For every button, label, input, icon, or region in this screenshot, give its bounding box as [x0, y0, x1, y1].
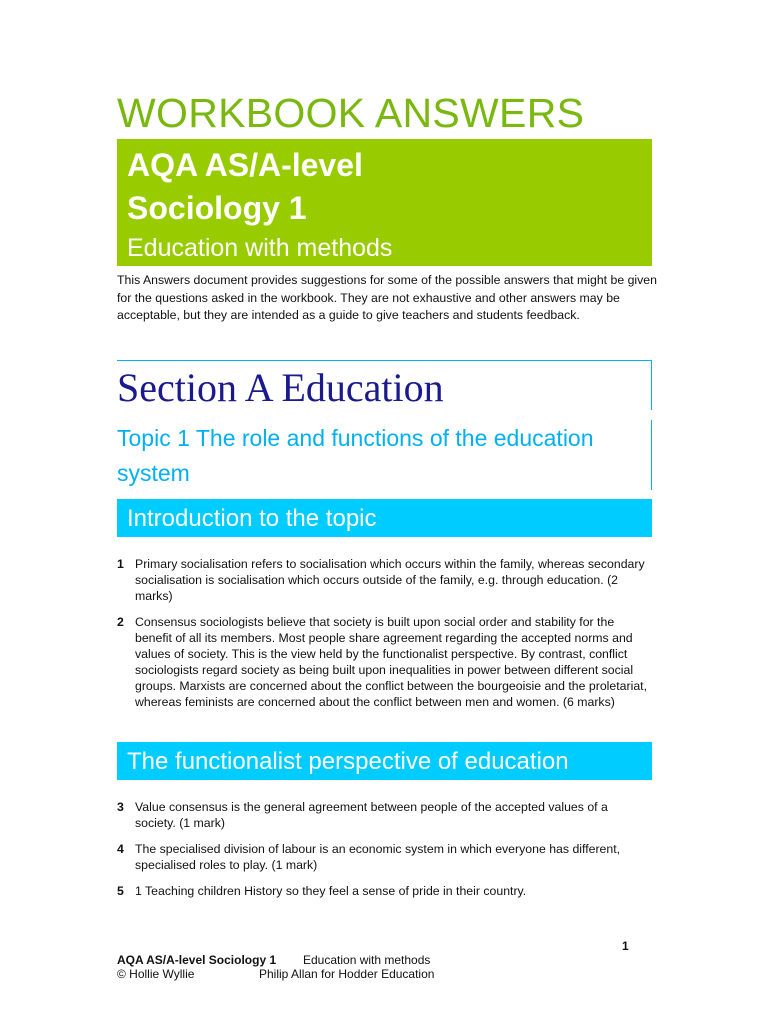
course-subtitle: Education with methods	[127, 234, 393, 262]
footer-row-credits	[117, 967, 652, 981]
answer-item	[117, 841, 652, 873]
course-title-banner	[117, 139, 652, 266]
topic-title: Topic 1 The role and functions of the education system	[117, 425, 594, 486]
footer-copyright: © Hollie Wyllie	[117, 967, 195, 981]
answer-item	[117, 883, 652, 899]
answer-number: 2	[117, 615, 124, 629]
page-number: 1	[622, 939, 629, 953]
section-divider	[117, 360, 652, 361]
subsection-heading-introduction	[117, 499, 652, 537]
answer-item	[117, 799, 652, 831]
subsection-heading-functionalist	[117, 742, 652, 780]
answer-text: Consensus sociologists believe that society is built upon social order and stability for the benefit of all its members. Most people share agreement regarding the accepted norms and values of society. This is the view held by the functionalist perspective. By contrast, conflict sociologists regard society as being built upon inequalities in power between different social groups. Marxists are concerned about the conflict between the bourgeoisie and the proletariat, whereas feminists are concerned about the conflict between men and women. (6 marks)	[135, 615, 647, 709]
intro-paragraph: This Answers document provides suggestions for some of the possible answers that might be given for the questions asked in the workbook. They are not exhaustive and other answers may be acceptable, but they are intended as a guide to give teachers and students feedback.	[117, 273, 657, 322]
footer-publisher: Philip Allan for Hodder Education	[259, 967, 435, 981]
answer-item	[117, 614, 652, 710]
footer-book-subtitle: Education with methods	[303, 953, 431, 967]
answer-list-introduction	[117, 556, 652, 720]
answer-text: Primary socialisation refers to socialisation which occurs within the family, whereas secondary socialisation is socialisation which occurs outside of the family, e.g. through education. (2 marks)	[135, 557, 645, 603]
answer-number: 4	[117, 842, 124, 856]
answer-number: 1	[117, 557, 124, 571]
section-side-rule	[651, 360, 652, 410]
footer-book-title: AQA AS/A-level Sociology 1	[117, 953, 277, 967]
subsection-heading-text: The functionalist perspective of education	[127, 748, 569, 775]
workbook-title: WORKBOOK ANSWERS	[117, 90, 585, 136]
answer-number: 5	[117, 884, 124, 898]
answer-text: 1 Teaching children History so they feel a sense of pride in their country.	[135, 884, 527, 898]
course-title-line2: Sociology 1	[127, 190, 307, 226]
answer-number: 3	[117, 800, 124, 814]
page-footer	[117, 953, 652, 981]
section-title: Section A Education	[117, 365, 444, 410]
footer-row-title	[117, 953, 652, 967]
answer-list-functionalist	[117, 799, 652, 909]
course-title-line1: AQA AS/A-level	[127, 147, 363, 183]
answer-item	[117, 556, 652, 604]
answer-text: Value consensus is the general agreement between people of the accepted values of a society. (1 mark)	[135, 800, 608, 830]
answer-text: The specialised division of labour is an economic system in which everyone has different, specialised roles to play. (1 mark)	[135, 842, 621, 872]
subsection-heading-text: Introduction to the topic	[127, 505, 377, 532]
topic-side-rule	[651, 420, 652, 490]
